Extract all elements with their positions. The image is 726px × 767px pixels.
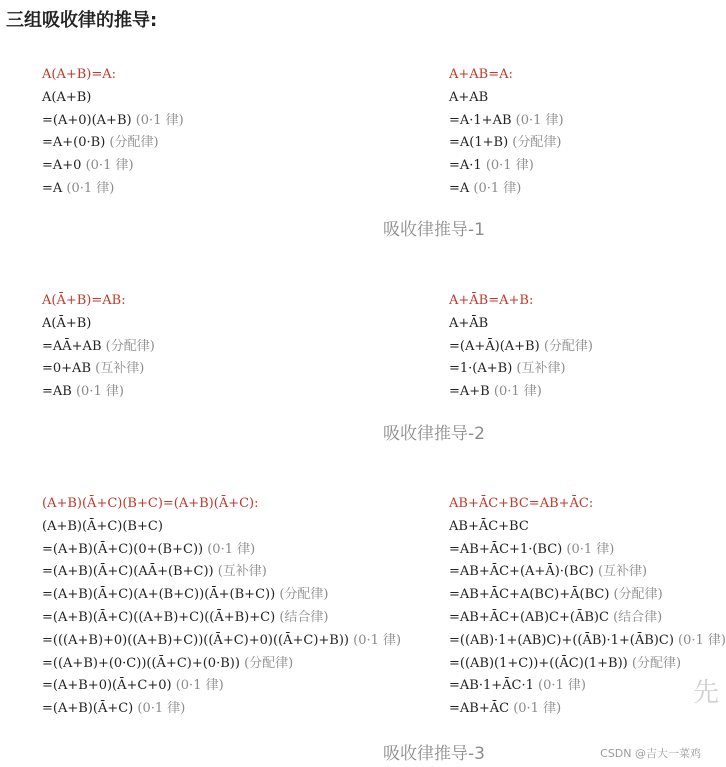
step-expression: A(A+B) <box>42 89 92 105</box>
step-expression: =A·1+AB <box>449 112 512 128</box>
step-law-note: (0·1 律) <box>85 158 134 174</box>
step-law-note: (互补律) <box>95 361 145 377</box>
caption-2: 吸收律推导-2 <box>383 424 485 444</box>
step-expression: =A <box>42 180 63 196</box>
step-expression: =AB+ĀC+1·(BC) <box>449 541 563 557</box>
step-expression: A(Ā+B) <box>42 315 92 331</box>
step-law-note: (0·1 律) <box>485 158 534 174</box>
derivation-step <box>42 381 155 404</box>
step-expression: AB+ĀC+BC <box>449 518 529 534</box>
derivation-step <box>449 561 726 584</box>
derivation-step <box>449 539 726 562</box>
derivation-step <box>449 336 593 359</box>
derivation-step <box>42 178 184 201</box>
derivation-step <box>42 155 184 178</box>
step-expression: =A(1+B) <box>449 135 509 151</box>
derivation-step <box>42 132 184 155</box>
step-law-note: (分配律) <box>109 135 159 151</box>
derivation-step <box>42 539 401 562</box>
derivation-step <box>449 584 726 607</box>
derivation-step <box>42 87 184 110</box>
derivation-title: (A+B)(Ā+C)(B+C)=(A+B)(Ā+C): <box>42 496 259 511</box>
step-law-note: (分配律) <box>631 655 682 671</box>
step-law-note: (0·1 律) <box>513 701 562 717</box>
step-expression: =(A+B)(Ā+C)(0+(B+C)) <box>42 541 204 557</box>
derivation-step <box>449 132 564 155</box>
step-law-note: (0·1 律) <box>175 678 224 694</box>
step-law-note: (0·1 律) <box>515 112 564 128</box>
step-expression: =(A+B)(Ā+C)(AĀ+(B+C)) <box>42 564 214 580</box>
derivation-title: A+AB=A: <box>449 67 513 82</box>
derivation-title: AB+ĀC+BC=AB+ĀC: <box>449 496 594 511</box>
step-expression: =(A+0)(A+B) <box>42 112 132 128</box>
step-expression: =(A+B)(Ā+C)(A+(B+C))(Ā+(B+C)) <box>42 587 276 603</box>
step-law-note: (互补律) <box>217 564 267 580</box>
caption-3: 吸收律推导-3 <box>383 744 485 764</box>
step-law-note: (结合律) <box>613 609 663 625</box>
step-law-note: (分配律) <box>244 655 294 671</box>
derivation-step <box>449 675 726 698</box>
derivation-step <box>449 698 726 721</box>
step-expression: =A·1 <box>449 158 482 174</box>
step-expression: =AB+ĀC+A(BC)+Ā(BC) <box>449 587 610 603</box>
step-law-note: (0·1 律) <box>473 180 522 196</box>
step-law-note: (分配律) <box>105 338 155 354</box>
derivation-step <box>449 110 564 133</box>
step-expression: =(A+B+0)(Ā+C+0) <box>42 678 172 694</box>
derivation-1-left <box>42 64 184 201</box>
step-expression: =(A+B)(Ā+C) <box>42 701 134 717</box>
derivation-step <box>449 87 564 110</box>
step-expression: A+ĀB <box>449 315 489 331</box>
step-law-note: (0·1 律) <box>493 384 542 400</box>
derivation-1-right <box>449 64 564 201</box>
step-law-note: (分配律) <box>279 587 329 603</box>
derivation-step <box>449 607 726 630</box>
derivation-step <box>42 110 184 133</box>
step-law-note: (分配律) <box>512 135 562 151</box>
derivation-2-left <box>42 290 155 404</box>
step-expression: (A+B)(Ā+C)(B+C) <box>42 518 163 534</box>
derivation-title: A(Ā+B)=AB: <box>42 293 126 308</box>
step-expression: =AĀ+AB <box>42 338 102 354</box>
derivation-step <box>449 653 726 676</box>
step-law-note: (互补律) <box>516 361 566 377</box>
step-law-note: (0·1 律) <box>137 701 186 717</box>
derivation-3-right <box>449 493 726 721</box>
derivation-step <box>42 607 401 630</box>
step-law-note: (0·1 律) <box>353 632 402 648</box>
page-heading: 三组吸收律的推导: <box>6 10 158 31</box>
derivation-step <box>42 675 401 698</box>
step-expression: =(((A+B)+0)((A+B)+C))((Ā+C)+0)((Ā+C)+B)) <box>42 632 349 648</box>
step-law-note: (0·1 律) <box>207 541 256 557</box>
step-law-note: (分配律) <box>543 338 593 354</box>
step-law-note: (0·1 律) <box>75 384 124 400</box>
step-expression: =AB+ĀC+(AB)C+(ĀB)C <box>449 609 609 625</box>
derivation-step <box>42 653 401 676</box>
step-expression: =A+B <box>449 384 490 400</box>
derivation-step <box>42 630 401 653</box>
step-law-note: (0·1 律) <box>678 632 726 648</box>
derivation-step <box>449 358 593 381</box>
derivation-step <box>449 516 726 539</box>
step-expression: =((AB)·1+(AB)C)+((ĀB)·1+(ĀB)C) <box>449 632 674 648</box>
derivation-step <box>42 698 401 721</box>
step-expression: =((A+B)+(0·C))((Ā+C)+(0·B)) <box>42 655 240 671</box>
derivation-step <box>449 630 726 653</box>
derivation-step <box>42 358 155 381</box>
step-expression: =AB <box>42 384 72 400</box>
derivation-step <box>449 313 593 336</box>
derivation-step <box>449 381 593 404</box>
step-expression: =AB+ĀC <box>449 701 510 717</box>
derivation-step <box>42 516 401 539</box>
derivation-step <box>42 313 155 336</box>
step-expression: =AB+ĀC+(A+Ā)·(BC) <box>449 564 594 580</box>
edge-glyph: 先 <box>692 678 719 708</box>
step-law-note: (0·1 律) <box>66 180 115 196</box>
step-law-note: (互补律) <box>597 564 648 580</box>
step-expression: =AB·1+ĀC·1 <box>449 678 534 694</box>
step-law-note: (0·1 律) <box>135 112 184 128</box>
derivation-step <box>449 155 564 178</box>
derivation-title: A+ĀB=A+B: <box>449 293 534 308</box>
step-law-note: (0·1 律) <box>538 678 586 694</box>
csdn-watermark: CSDN @吉大一菜鸡 <box>600 747 701 760</box>
step-expression: =A+(0·B) <box>42 135 106 151</box>
derivation-step <box>42 336 155 359</box>
derivation-step <box>42 561 401 584</box>
step-law-note: (分配律) <box>613 587 663 603</box>
step-expression: =A <box>449 180 470 196</box>
derivation-2-right <box>449 290 593 404</box>
step-law-note: (结合律) <box>279 609 329 625</box>
step-expression: =(A+B)(Ā+C)((A+B)+C)((Ā+B)+C) <box>42 609 276 625</box>
step-expression: =((AB)(1+C))+((ĀC)(1+B)) <box>449 655 628 671</box>
derivation-step <box>449 178 564 201</box>
caption-1: 吸收律推导-1 <box>383 220 485 240</box>
step-law-note: (0·1 律) <box>566 541 615 557</box>
derivation-3-left <box>42 493 401 721</box>
step-expression: =1·(A+B) <box>449 361 513 377</box>
derivation-step <box>42 584 401 607</box>
step-expression: A+AB <box>449 89 489 105</box>
step-expression: =0+AB <box>42 361 91 377</box>
derivation-title: A(A+B)=A: <box>42 67 117 82</box>
step-expression: =(A+Ā)(A+B) <box>449 338 540 354</box>
step-expression: =A+0 <box>42 158 82 174</box>
